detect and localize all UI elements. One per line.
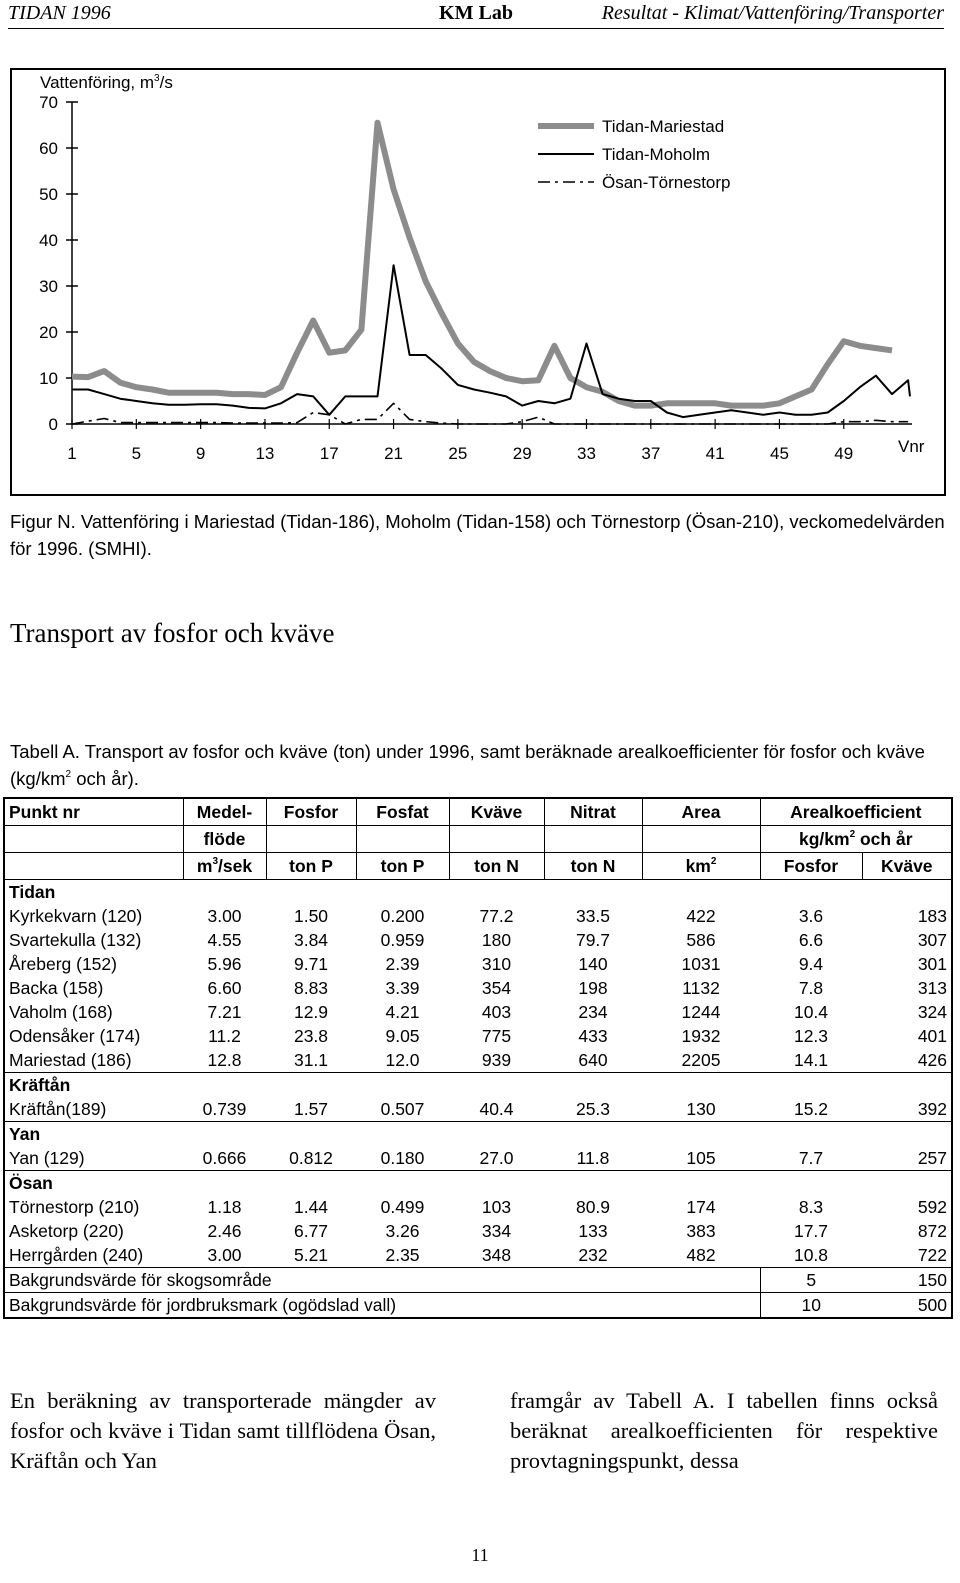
- area-unit: km: [685, 856, 711, 876]
- table-cell: 1132: [682, 978, 720, 998]
- flode-unit: m: [196, 856, 213, 876]
- table-cell: 354: [481, 978, 512, 998]
- table-cell: 8.83: [293, 978, 329, 998]
- row-label: Kyrkekvarn (120): [4, 904, 183, 928]
- table-cell: 640: [578, 1050, 608, 1070]
- table-cell: 25.3: [575, 1099, 611, 1119]
- y-axis-label-tail: /s: [159, 73, 173, 92]
- background-kvave: 500: [862, 1293, 952, 1319]
- table-cell: 12.8: [207, 1050, 242, 1070]
- table-cell: 10.4: [793, 1002, 829, 1022]
- group-row: [4, 880, 952, 905]
- table-cell: 872: [862, 1219, 952, 1243]
- x-tick-label: 25: [448, 444, 468, 463]
- background-label: Bakgrundsvärde för skogsområde: [4, 1268, 760, 1293]
- y-tick-label: 50: [39, 185, 58, 204]
- table-cell: 12.9: [293, 1002, 329, 1022]
- table-cell: 1244: [681, 1002, 721, 1022]
- background-fosfor: 10: [760, 1293, 862, 1319]
- table-cell: 23.8: [293, 1026, 329, 1046]
- flow-chart: [12, 70, 944, 494]
- col-areal-fosfor: Fosfor: [760, 853, 862, 880]
- table-cell: 80.9: [575, 1197, 611, 1217]
- table-cell: 77.2: [479, 906, 514, 926]
- group-row: [4, 1073, 952, 1098]
- row-label: Mariestad (186): [4, 1048, 183, 1073]
- table-cell: 234: [578, 1002, 608, 1022]
- x-tick-label: 9: [195, 444, 206, 463]
- table-cell: 1.44: [293, 1197, 329, 1217]
- table-cell: 7.21: [207, 1002, 242, 1022]
- col-nitrat: Nitrat: [544, 798, 642, 826]
- col-fosfor: Fosfor: [266, 798, 356, 826]
- legend-label: Ösan-Törnestorp: [602, 173, 731, 192]
- page-number: 11: [471, 1545, 489, 1565]
- y-axis-label-main: Vattenföring, m: [40, 73, 155, 92]
- table-cell: 1.57: [293, 1099, 329, 1119]
- col-area-unit: [642, 853, 760, 880]
- hdr2-blank: [266, 826, 356, 853]
- table-cell: 10.8: [793, 1245, 829, 1265]
- x-tick-label: 17: [319, 444, 339, 463]
- x-tick-label: 13: [255, 444, 275, 463]
- table-cell: 180: [481, 930, 512, 950]
- table-cell: 301: [862, 952, 952, 976]
- x-axis-label: Vnr: [898, 437, 925, 456]
- x-tick-label: 1: [67, 444, 77, 463]
- header-center: KM Lab: [439, 2, 513, 24]
- table-cell: 482: [686, 1245, 716, 1265]
- table-cell: 722: [862, 1243, 952, 1268]
- table-row: [4, 1024, 952, 1048]
- table-cell: 3.00: [207, 1245, 242, 1265]
- table-cell: 310: [481, 954, 512, 974]
- table-cell: 8.3: [798, 1197, 824, 1217]
- table-cell: 9.71: [293, 954, 329, 974]
- col-fosfat-unit: ton P: [356, 853, 449, 880]
- table-cell: 9.05: [385, 1026, 420, 1046]
- table-caption-tail: och år).: [71, 768, 139, 789]
- table-cell: 0.507: [380, 1099, 425, 1119]
- body-text-left: En beräkning av transporterade mängder av fosfor och kväve i Tidan samt tillflödena Ösan, Kräftån och Yan: [10, 1388, 436, 1473]
- x-tick-label: 49: [834, 444, 854, 463]
- running-header: [8, 0, 944, 29]
- background-label: Bakgrundsvärde för jordbruksmark (ogödslad vall): [4, 1293, 760, 1319]
- table-cell: 232: [578, 1245, 608, 1265]
- table-header-row-1: [4, 798, 952, 826]
- header-left: TIDAN 1996: [8, 2, 111, 24]
- group-label: Ösan: [4, 1171, 952, 1196]
- table-cell: 307: [862, 928, 952, 952]
- row-label: Åreberg (152): [4, 952, 183, 976]
- table-cell: 392: [862, 1097, 952, 1122]
- x-tick-label: 33: [577, 444, 596, 463]
- table-cell: 7.8: [798, 978, 824, 998]
- col-nitrat-unit: ton N: [544, 853, 642, 880]
- table-cell: 40.4: [479, 1099, 514, 1119]
- table-row: [4, 1195, 952, 1219]
- table-cell: 17.7: [793, 1221, 829, 1241]
- table-row: [4, 1048, 952, 1073]
- col-kvave: Kväve: [449, 798, 544, 826]
- table-cell: 324: [862, 1000, 952, 1024]
- body-text-right: framgår av Tabell A. I tabellen finns också beräknat arealkoefficienten för respektive provtagningspunkt, dessa: [510, 1388, 938, 1473]
- table-cell: 2.39: [385, 954, 420, 974]
- table-cell: 140: [578, 954, 608, 974]
- table-cell: 12.3: [793, 1026, 829, 1046]
- table-cell: 4.21: [385, 1002, 420, 1022]
- flode-unit-tail: /sek: [218, 856, 253, 876]
- series-line-tidan-mariestad: [72, 123, 892, 406]
- table-row: [4, 1219, 952, 1243]
- table-row: [4, 928, 952, 952]
- table-cell: 103: [481, 1197, 512, 1217]
- table-cell: 79.7: [575, 930, 611, 950]
- group-row: [4, 1171, 952, 1196]
- col-area: Area: [642, 798, 760, 826]
- table-cell: 27.0: [479, 1148, 514, 1168]
- table-cell: 403: [481, 1002, 512, 1022]
- row-label: Asketorp (220): [4, 1219, 183, 1243]
- legend-label: Tidan-Mariestad: [602, 117, 725, 136]
- transport-table: [3, 797, 953, 1319]
- table-cell: 0.739: [202, 1099, 247, 1119]
- x-tick-label: 29: [512, 444, 532, 463]
- table-cell: 5.21: [293, 1245, 329, 1265]
- row-label: Vaholm (168): [4, 1000, 183, 1024]
- table-cell: 130: [686, 1099, 716, 1119]
- table-cell: 174: [686, 1197, 716, 1217]
- table-cell: 3.84: [293, 930, 329, 950]
- table-cell: 2.35: [385, 1245, 420, 1265]
- areal-unit-tail: och år: [855, 829, 913, 849]
- col-fosfor-unit: ton P: [266, 853, 356, 880]
- x-tick-label: 37: [641, 444, 661, 463]
- row-label: Backa (158): [4, 976, 183, 1000]
- table-row: [4, 976, 952, 1000]
- hdr2-blank: [544, 826, 642, 853]
- table-cell: 0.812: [289, 1148, 333, 1168]
- group-label: Yan: [4, 1122, 952, 1147]
- table-cell: 433: [578, 1026, 608, 1046]
- table-cell: 4.55: [207, 930, 242, 950]
- table-cell: 12.0: [385, 1050, 420, 1070]
- table-cell: 5.96: [207, 954, 242, 974]
- y-tick-label: 0: [48, 415, 58, 434]
- table-header-row-3: [4, 853, 952, 880]
- table-body: [4, 880, 952, 1319]
- table-cell: 6.77: [293, 1221, 329, 1241]
- y-tick-label: 70: [39, 93, 58, 112]
- hdr3-blank: [4, 853, 183, 880]
- table-cell: 348: [481, 1245, 512, 1265]
- table-cell: 33.5: [575, 906, 611, 926]
- table-cell: 2.46: [207, 1221, 242, 1241]
- y-tick-label: 40: [39, 231, 58, 250]
- flode-unit-sup: 3: [212, 856, 219, 867]
- table-cell: 6.6: [798, 930, 824, 950]
- y-tick-label: 60: [39, 139, 58, 158]
- table-cell: 3.26: [385, 1221, 420, 1241]
- background-fosfor: 5: [760, 1268, 862, 1293]
- table-cell: 0.959: [380, 930, 425, 950]
- table-cell: 257: [862, 1146, 952, 1171]
- area-unit-sup: 2: [710, 856, 717, 867]
- table-cell: 1.50: [293, 906, 329, 926]
- table-cell: 15.2: [793, 1099, 829, 1119]
- table-cell: 3.00: [207, 906, 242, 926]
- table-cell: 383: [686, 1221, 716, 1241]
- table-cell: 105: [686, 1148, 716, 1168]
- x-tick-label: 5: [131, 444, 142, 463]
- x-tick-label: 41: [705, 444, 725, 463]
- col-flode-unit: [183, 853, 266, 880]
- table-cell: 1932: [681, 1026, 721, 1046]
- col-areal: Arealkoefficient: [760, 798, 952, 826]
- table-cell: 401: [862, 1024, 952, 1048]
- background-kvave: 150: [862, 1268, 952, 1293]
- table-cell: 1.18: [207, 1197, 242, 1217]
- col-kvave-unit: ton N: [449, 853, 544, 880]
- areal-unit-sup: 2: [849, 829, 856, 840]
- table-cell: 1031: [681, 954, 721, 974]
- flow-chart-frame: [10, 68, 946, 496]
- table-cell: 11.8: [576, 1148, 610, 1168]
- table-cell: 0.499: [380, 1197, 425, 1217]
- table-cell: 9.4: [798, 954, 824, 974]
- table-caption-text: Tabell A. Transport av fosfor och kväve (ton) under 1996, samt beräknade arealkoefficienter för fosfor och kväve (kg/km: [10, 741, 925, 789]
- row-label: Herrgården (240): [4, 1243, 183, 1268]
- row-label: Yan (129): [4, 1146, 183, 1171]
- table-cell: 939: [481, 1050, 512, 1070]
- hdr2-blank: [356, 826, 449, 853]
- col-areal-kvave: Kväve: [862, 853, 952, 880]
- table-cell: 133: [578, 1221, 608, 1241]
- table-row: [4, 952, 952, 976]
- x-tick-label: 21: [384, 444, 404, 463]
- y-tick-label: 30: [39, 277, 58, 296]
- group-label: Kräftån: [4, 1073, 952, 1098]
- table-header-row-2: [4, 826, 952, 853]
- table-cell: 0.180: [380, 1148, 425, 1168]
- table-cell: 11.2: [208, 1026, 241, 1046]
- row-label: Kräftån(189): [4, 1097, 183, 1122]
- hdr2-blank: [642, 826, 760, 853]
- hdr2-blank: [449, 826, 544, 853]
- table-cell: 775: [481, 1026, 512, 1046]
- col-areal-unit: [760, 826, 952, 853]
- section-title: Transport av fosfor och kväve: [10, 618, 335, 648]
- table-cell: 6.60: [207, 978, 242, 998]
- row-label: Svartekulla (132): [4, 928, 183, 952]
- col-fosfat: Fosfat: [356, 798, 449, 826]
- table-row: [4, 904, 952, 928]
- col-flode: flöde: [183, 826, 266, 853]
- table-cell: 426: [862, 1048, 952, 1073]
- table-cell: 0.200: [380, 906, 425, 926]
- table-cell: 2205: [681, 1050, 721, 1070]
- group-row: [4, 1122, 952, 1147]
- table-cell: 586: [686, 930, 716, 950]
- table-cell: 313: [862, 976, 952, 1000]
- table-cell: 3.6: [798, 906, 824, 926]
- table-cell: 422: [686, 906, 716, 926]
- col-medel: Medel-: [183, 798, 266, 826]
- header-right: Resultat - Klimat/Vattenföring/Transporter: [601, 2, 944, 24]
- table-row: [4, 1097, 952, 1122]
- y-axis-label: [40, 73, 173, 92]
- background-row: [4, 1268, 952, 1293]
- table-cell: 198: [578, 978, 608, 998]
- table-cell: 14.1: [793, 1050, 829, 1070]
- table-row: [4, 1146, 952, 1171]
- legend-label: Tidan-Moholm: [602, 145, 711, 164]
- background-row: [4, 1293, 952, 1319]
- table-row: [4, 1000, 952, 1024]
- y-axis-label-sup: 3: [154, 73, 160, 84]
- y-tick-label: 10: [39, 369, 58, 388]
- row-label: Törnestorp (210): [4, 1195, 183, 1219]
- y-tick-label: 20: [39, 323, 58, 342]
- table-caption: [10, 738, 950, 792]
- table-cell: 183: [862, 904, 952, 928]
- table-caption-sup: 2: [65, 769, 72, 780]
- table-cell: 592: [862, 1195, 952, 1219]
- group-label: Tidan: [4, 880, 952, 905]
- figure-caption: Figur N. Vattenföring i Mariestad (Tidan-186), Moholm (Tidan-158) och Törnestorp (Ösan-210), veckomedelvärden för 1996. (SMHI).: [10, 511, 945, 559]
- row-label: Odensåker (174): [4, 1024, 183, 1048]
- hdr2-blank: [4, 826, 183, 853]
- areal-unit: kg/km: [798, 829, 850, 849]
- table-cell: 334: [481, 1221, 512, 1241]
- table-cell: 31.1: [293, 1050, 329, 1070]
- col-punkt: Punkt nr: [4, 798, 183, 826]
- x-tick-label: 45: [769, 444, 789, 463]
- table-cell: 3.39: [385, 978, 420, 998]
- table-cell: 0.666: [202, 1148, 247, 1168]
- table-row: [4, 1243, 952, 1268]
- table-cell: 7.7: [798, 1148, 824, 1168]
